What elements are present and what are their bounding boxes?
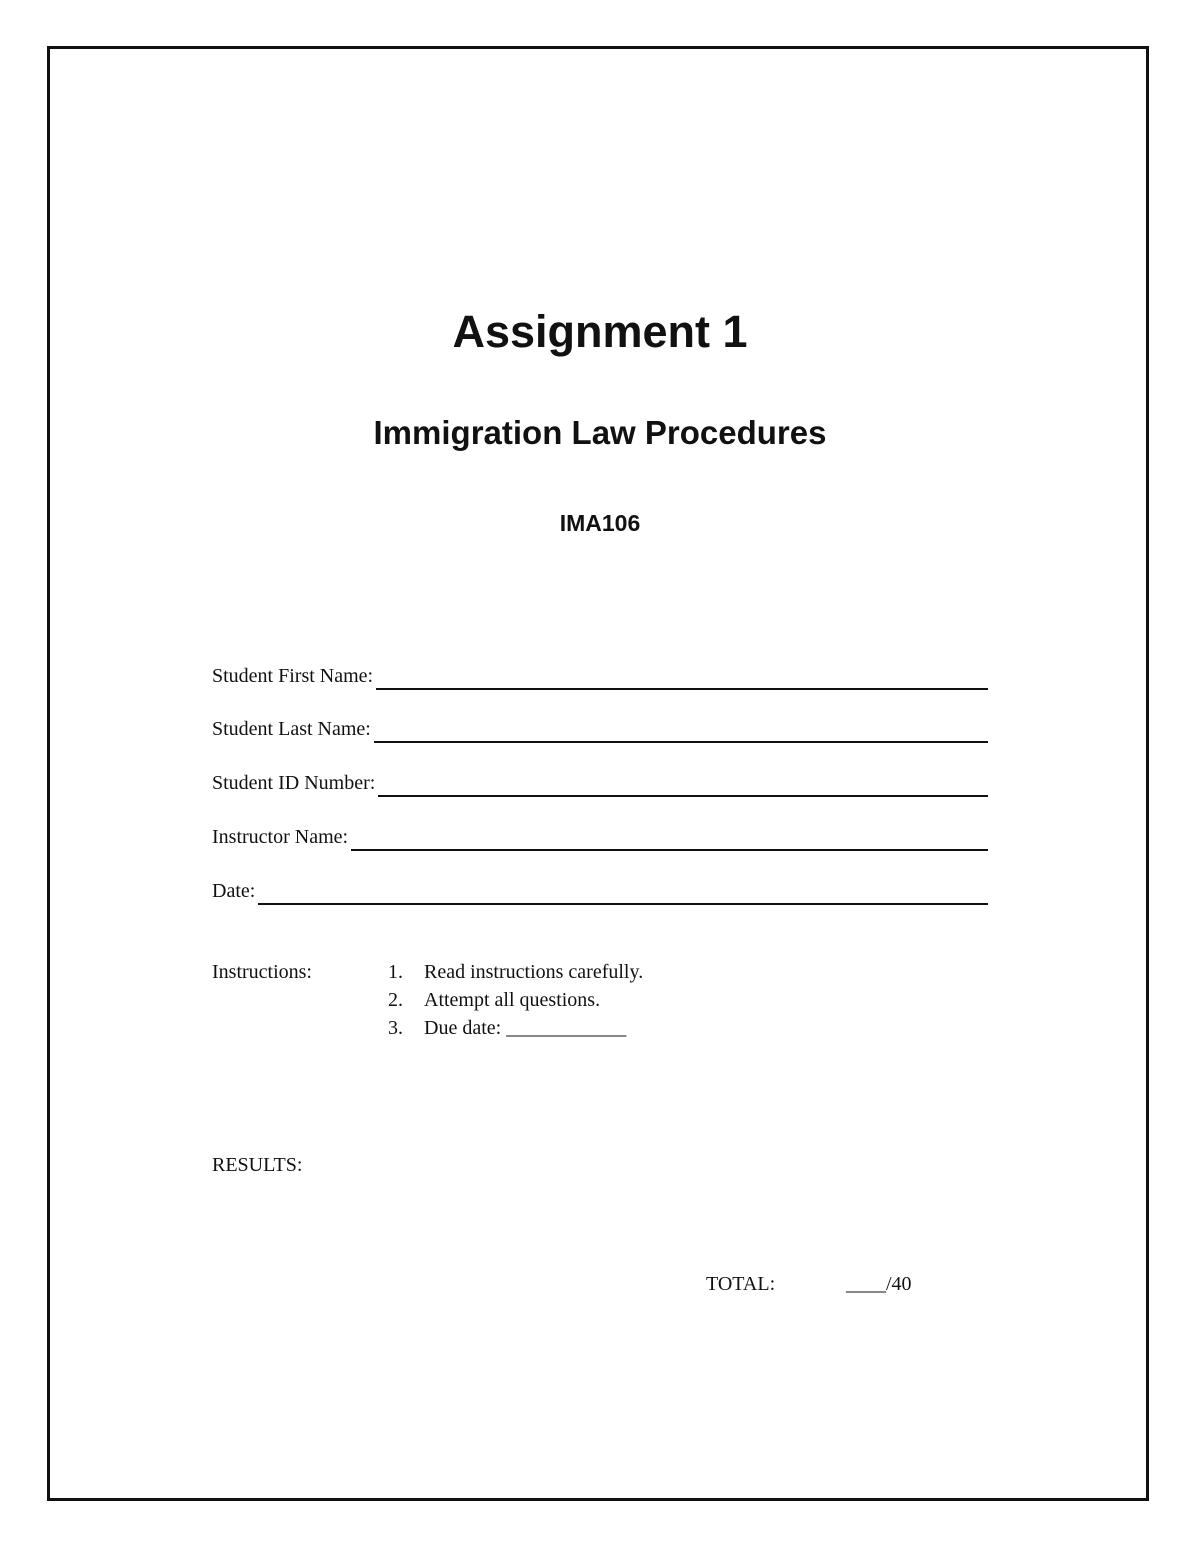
student-id-field	[212, 767, 988, 797]
date-line[interactable]	[258, 873, 988, 905]
list-item-text: Due date: ____________	[424, 1017, 627, 1039]
date-field	[212, 875, 988, 905]
list-item	[388, 986, 643, 1014]
date-label: Date:	[212, 880, 256, 902]
results-label: RESULTS:	[212, 1154, 303, 1176]
first-name-field	[212, 660, 988, 690]
course-code: IMA106	[559, 510, 641, 536]
list-item-text: Read instructions carefully.	[424, 961, 644, 983]
instructor-name-line[interactable]	[351, 819, 988, 851]
instructor-name-field	[212, 821, 988, 851]
list-item-number: 2.	[388, 989, 403, 1011]
student-id-label: Student ID Number:	[212, 772, 376, 794]
student-id-line[interactable]	[378, 765, 988, 797]
list-item-number: 1.	[388, 961, 403, 983]
last-name-line[interactable]	[374, 711, 988, 743]
last-name-field	[212, 713, 988, 743]
last-name-label: Student Last Name:	[212, 718, 371, 740]
total-value: ____/40	[846, 1273, 912, 1295]
document-title: Assignment 1	[452, 306, 748, 357]
list-item-number: 3.	[388, 1017, 403, 1039]
document-subtitle: Immigration Law Procedures	[373, 414, 827, 451]
first-name-line[interactable]	[376, 658, 988, 690]
list-item-text: Attempt all questions.	[424, 989, 601, 1011]
first-name-label: Student First Name:	[212, 665, 374, 687]
instructions-list	[388, 958, 643, 1042]
list-item	[388, 958, 643, 986]
total-label: TOTAL:	[706, 1273, 776, 1295]
instructions-label: Instructions:	[212, 961, 312, 983]
instructor-name-label: Instructor Name:	[212, 826, 349, 848]
list-item	[388, 1014, 643, 1042]
